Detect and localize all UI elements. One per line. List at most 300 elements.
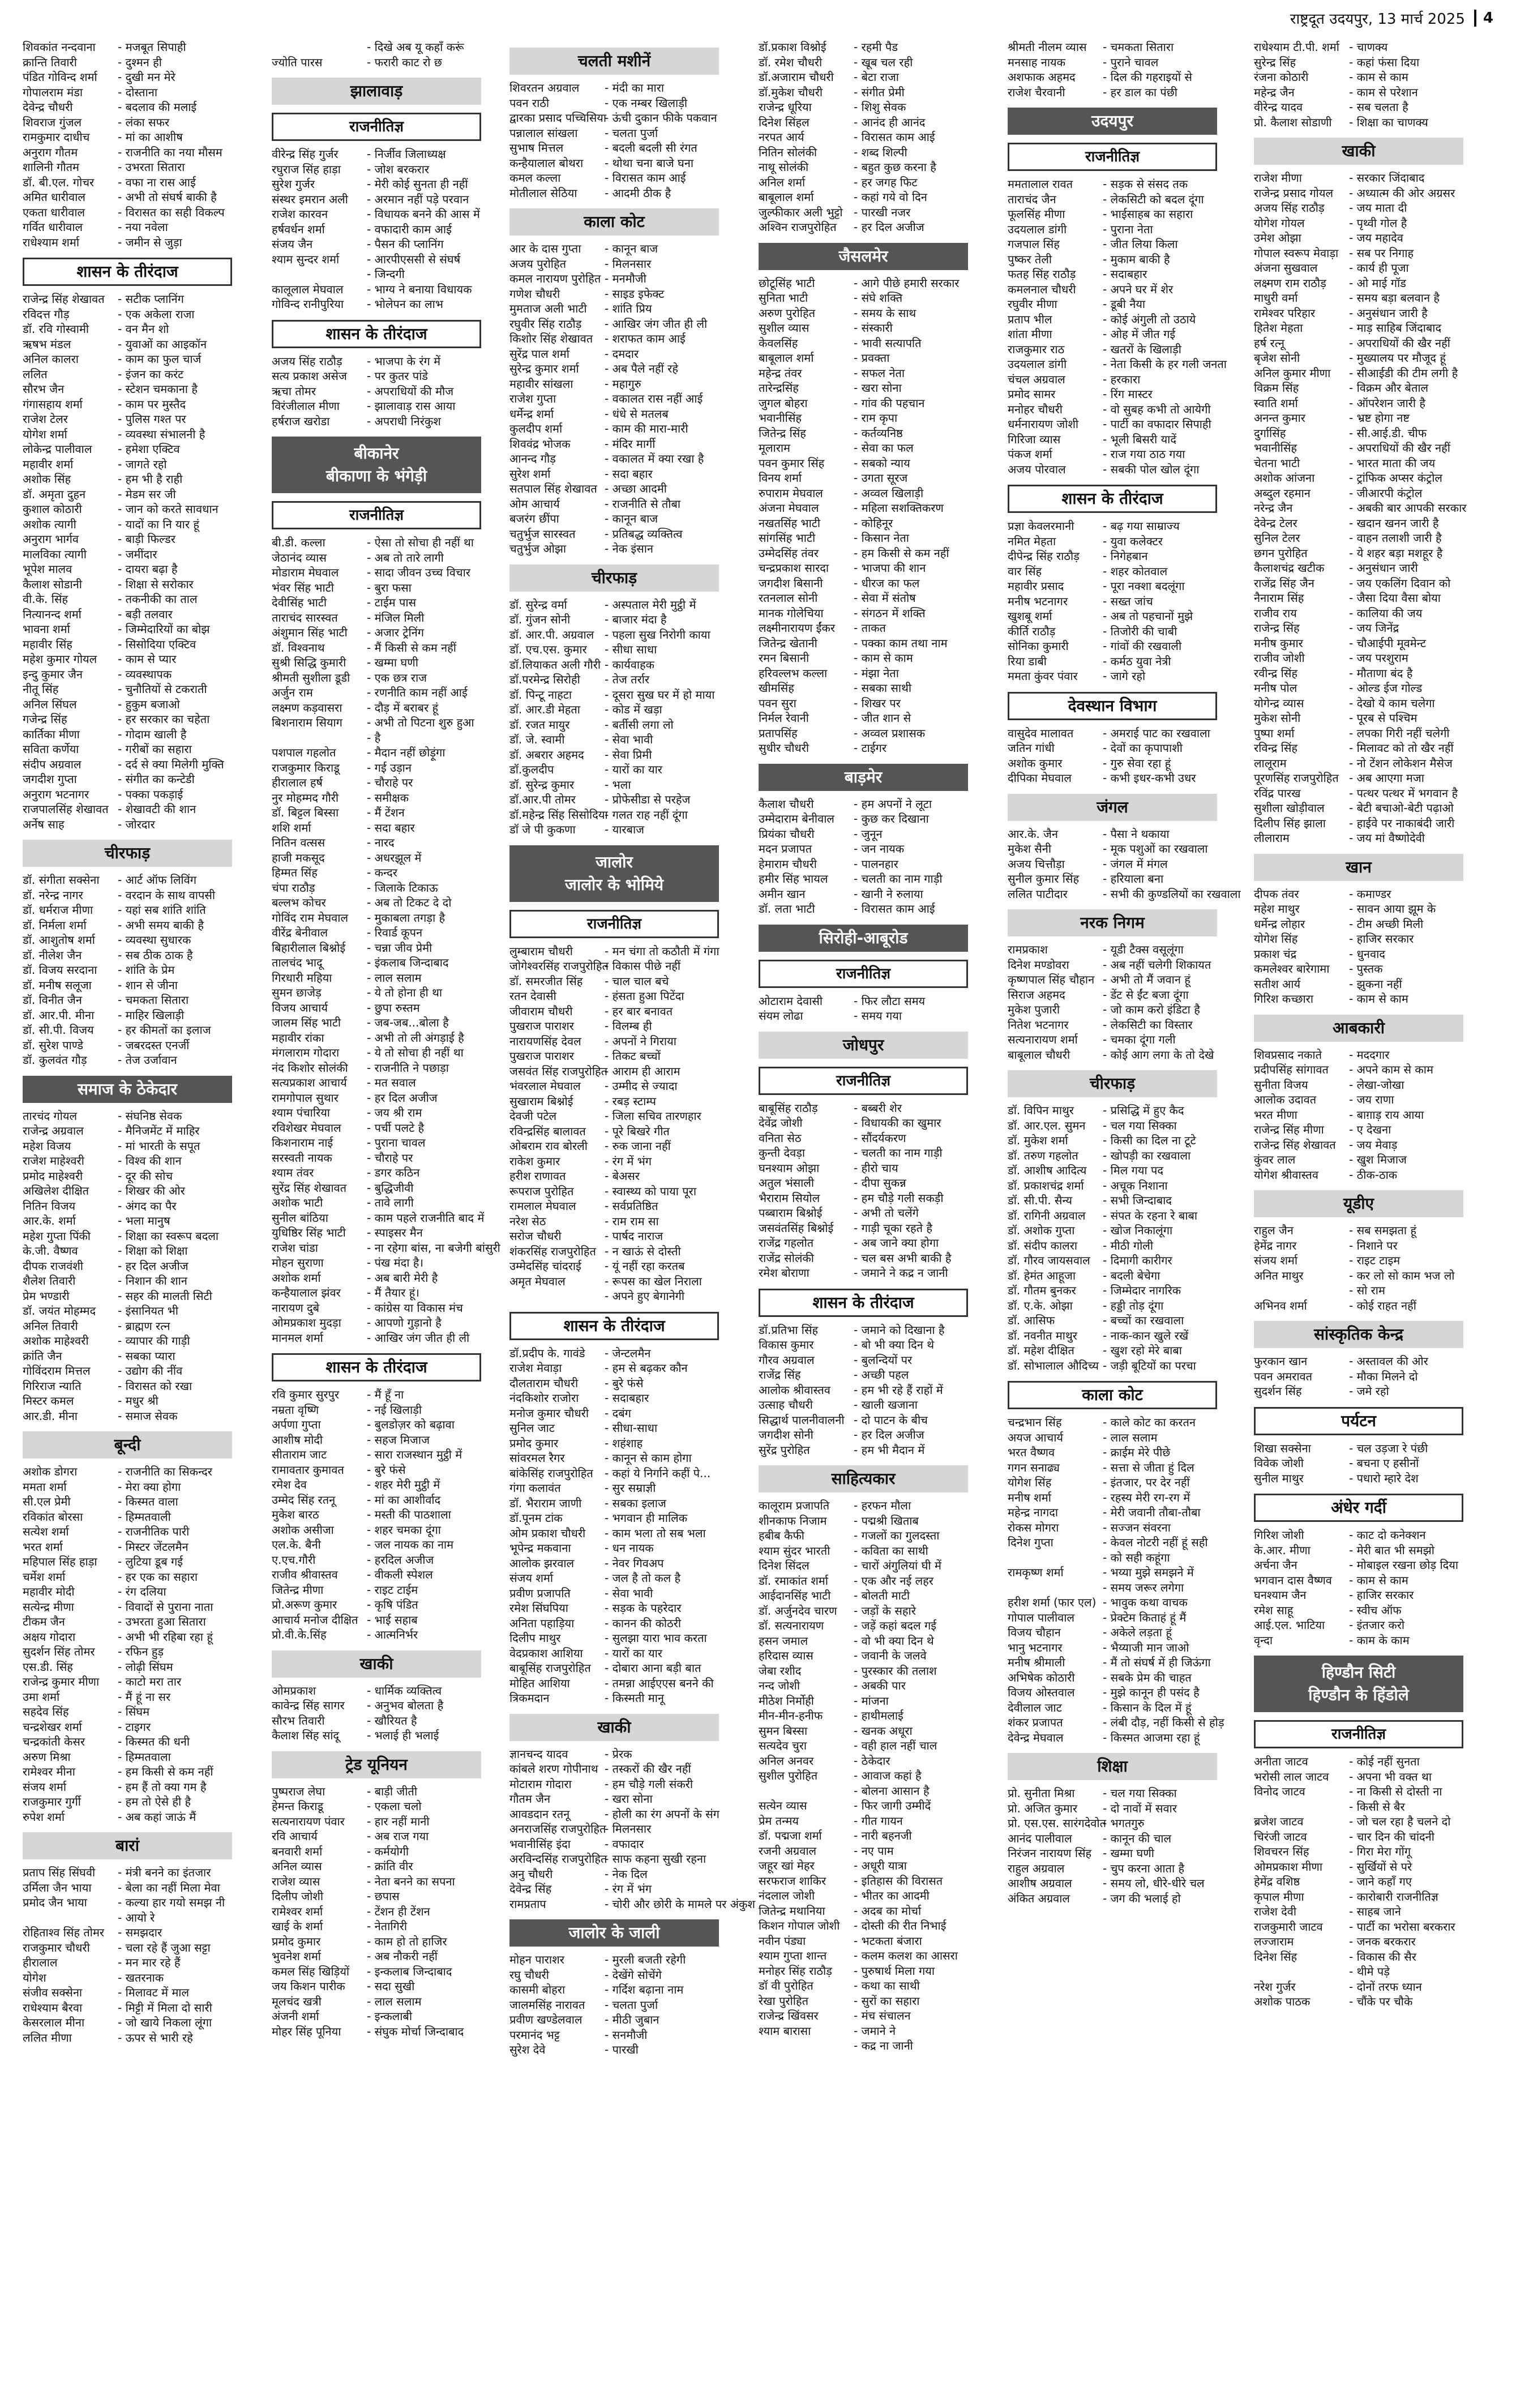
section-heading: राजनीतिज्ञ	[509, 910, 719, 938]
entry-row	[23, 547, 232, 562]
entry-name: ललित पाटीदार	[1008, 887, 1068, 901]
entry-row	[759, 726, 968, 741]
entry-name: आईदानसिंह भाटी	[759, 1589, 831, 1602]
entry-row	[509, 657, 719, 673]
entry-tagline: - सबका साथी	[854, 681, 912, 695]
entry-row	[759, 1633, 968, 1649]
entry-row	[509, 497, 719, 512]
entry-tagline: - जागे रहो	[1103, 669, 1146, 683]
section-heading: बीकानेर बीकाणा के भंगेड़ी	[272, 437, 481, 493]
entry-name: नितिन वत्सस	[272, 836, 326, 849]
entry-tagline: - वही हाल नहीं चाल	[854, 1739, 937, 1752]
entry-name: भगवान दास वैष्णव	[1254, 1573, 1332, 1587]
entry-row	[759, 1708, 968, 1723]
entry-row	[1008, 1328, 1217, 1344]
entry-name: मुमताज अली भाटी	[509, 302, 587, 315]
entry-name: विजय चौहान	[1008, 1626, 1061, 1639]
entry-tagline: - यूडी टैक्स वसूलूंगा	[1103, 943, 1184, 956]
section-heading: राजनीतिज्ञ	[272, 501, 481, 529]
entry-tagline: - सबके प्रेम की चाहत	[1103, 1670, 1192, 1684]
entry-tagline: - नया नवेला	[118, 220, 168, 234]
entry-name: डॉ. आशुतोष शर्मा	[23, 933, 95, 947]
entry-name: मूलचंद खत्री	[272, 1994, 322, 2008]
entry-name: नाथू सोलंकी	[759, 160, 809, 174]
page-number: 4	[1474, 10, 1493, 27]
entry-name: डॉ. अर्जुनदेव चारण	[759, 1603, 837, 1618]
entry-name: अशोक आंजना	[1254, 471, 1315, 485]
entry-tagline: - मन मार रहे हैं	[118, 1956, 181, 1969]
entry-row	[509, 96, 719, 111]
entry-row	[759, 1663, 968, 1679]
entry-name: अनिल सिंघल	[23, 697, 77, 711]
entry-tagline: - कार्य ही पूजा	[1349, 261, 1409, 275]
entry-row	[1254, 591, 1463, 606]
entry-row	[1254, 1384, 1463, 1399]
entry-name: सुधीर चौधरी	[759, 741, 810, 755]
entry-name: घनश्याम ओझा	[759, 1161, 820, 1175]
entry-tagline: - जीआरपी कंट्रोल	[1349, 486, 1423, 500]
entry-row	[23, 517, 232, 532]
entry-row	[509, 2012, 719, 2028]
entry-tagline: - तमन्ना आईएएस बनने की	[605, 1676, 714, 1690]
entry-tagline: - खम्मा घणी	[367, 656, 418, 669]
entry-name: भूपेन्द्र मकवाना	[509, 1541, 571, 1555]
entry-tagline: - तस्करों की खैर नहीं	[605, 1762, 691, 1776]
entry-row	[272, 1387, 481, 1402]
entry-row	[1008, 342, 1217, 357]
entry-row	[23, 1780, 232, 1795]
entry-name: राजेन्द्र प्रसाद गोयल	[1254, 186, 1334, 200]
entry-row	[1254, 931, 1463, 947]
entry-row	[23, 2015, 232, 2030]
entry-tagline: - सदा बहार	[367, 820, 415, 835]
entry-row	[23, 1109, 232, 1124]
entry-tagline: - बुरे फंसे	[605, 1376, 644, 1390]
entry-row	[1254, 1253, 1463, 1268]
entry-name: रामेश्वर परिहार	[1254, 306, 1316, 320]
entry-name: देवेन्द्र चौधरी	[23, 100, 73, 114]
entry-name: भवानीसिंह इंदा	[509, 1837, 571, 1851]
entry-name: बजरंग छींपा	[509, 512, 559, 525]
entry-row	[23, 1213, 232, 1229]
entry-row	[509, 1837, 719, 1852]
entry-tagline: - भूली बिसरी यादें	[1103, 432, 1176, 446]
entry-name: भूपेश मालव	[23, 562, 72, 576]
entry-row	[23, 1569, 232, 1585]
entry-name: हरिदास व्यास	[759, 1649, 813, 1662]
entry-name: मोडाराम मेघवाल	[272, 566, 339, 579]
entry-tagline: - सुर सम्राज्ञी	[605, 1481, 656, 1495]
entry-name: अनिल कालरा	[23, 352, 79, 366]
entry-tagline: - शिशु सेवक	[854, 100, 906, 114]
entry-name: सत्येन्द्र मीणा	[23, 1599, 74, 1614]
entry-name: प्रो. कैलाश सोडाणी	[1254, 115, 1332, 129]
entry-tagline: - किस्मती मानू	[605, 1691, 665, 1705]
entry-name: कैलाश सिंह सांदू	[272, 1729, 340, 1742]
entry-row	[272, 880, 481, 896]
entry-row	[1008, 579, 1217, 594]
column-3	[509, 40, 755, 2391]
entry-row	[23, 993, 232, 1008]
entry-row	[272, 580, 481, 596]
entry-tagline: - बढ़ गया साम्राज्य	[1103, 519, 1180, 533]
entry-name: अनराजसिंह राजपुरोहित	[509, 1822, 606, 1836]
entry-name: मुकेश बारठ	[272, 1508, 319, 1521]
entry-tagline: - अब आएगा मजा	[1349, 771, 1424, 785]
entry-row	[1254, 350, 1463, 366]
entry-name: अंजना सुखवाल	[1254, 261, 1318, 275]
entry-row	[23, 1895, 232, 1910]
entry-name: उर्मिला जैन भाया	[23, 1880, 92, 1894]
entry-tagline: - इन्कलाबी	[367, 2009, 413, 2023]
entry-row	[272, 940, 481, 956]
entry-tagline: - केवल नोटरी नहीं हूं सही	[1103, 1536, 1208, 1549]
entry-row	[23, 292, 232, 307]
entry-name: रामकृष्ण शर्मा	[1008, 1566, 1064, 1579]
entry-row	[23, 948, 232, 963]
entry-row	[1254, 1092, 1463, 1107]
entry-tagline: - संगीत का कन्टेडी	[118, 772, 195, 786]
section-heading: जालोर जालोर के भोमिये	[509, 845, 719, 902]
entry-row	[509, 1376, 719, 1391]
entry-row	[509, 1199, 719, 1214]
entry-row	[1008, 1861, 1217, 1876]
entry-tagline: - बेटा राजा	[854, 70, 899, 84]
entry-name: पब्बाराम बिश्नोई	[759, 1206, 823, 1220]
entry-tagline: - कानून बाज	[605, 242, 658, 255]
entry-name: जालमसिंह नारावत	[509, 1998, 585, 2012]
entry-tagline: - अपना भी वक्त था	[1349, 1769, 1432, 1783]
entry-tagline: - कालिया की जय	[1349, 606, 1423, 620]
section-heading: देवस्थान विभाग	[1008, 692, 1217, 720]
entry-tagline: - आत्मनिर्भर	[367, 1628, 418, 1641]
entry-row	[759, 1573, 968, 1589]
entry-name: हबीब कैफी	[759, 1529, 804, 1542]
entry-tagline: - गोदाम खाली है	[118, 727, 187, 741]
entry-tagline: - लेकसिटी को बदल दूंगा	[1103, 192, 1204, 206]
entry-row	[1254, 977, 1463, 992]
entry-row	[1254, 1633, 1463, 1648]
entry-tagline: - लंका सफर	[118, 115, 170, 129]
entry-name: नारायणसिंह देवल	[509, 1034, 581, 1048]
entry-row	[759, 887, 968, 902]
entry-row	[509, 989, 719, 1004]
entry-name: योगेश गोयल	[1254, 216, 1305, 230]
entry-name: मनोहर चौधरी	[1008, 402, 1063, 416]
entry-row	[23, 872, 232, 888]
entry-tagline: - हर दिल अजीज	[118, 1259, 189, 1273]
entry-name: सिराज अहमद	[1008, 987, 1065, 1002]
entry-name: अर्जुन राम	[272, 686, 313, 699]
entry-tagline: - पारखी	[605, 2043, 639, 2056]
entry-row	[272, 1799, 481, 1814]
entry-name: अनिल तिवारी	[23, 1319, 78, 1333]
entry-tagline: - नो टेंशन लोकेशन मैसेज	[1349, 756, 1453, 770]
entry-row	[759, 501, 968, 516]
entry-name: रोकस मोगरा	[1008, 1520, 1059, 1534]
entry-name: राजेंद्र गहलोत	[759, 1236, 814, 1250]
entry-name: संदीप अग्रवाल	[23, 757, 82, 771]
entry-row	[1254, 831, 1463, 846]
entry-tagline: - अंगद का पैर	[118, 1199, 177, 1213]
entry-row	[1254, 1223, 1463, 1238]
entry-tagline: - एक अकेला राजा	[118, 307, 195, 321]
entry-name: राजकुमारी जाटव	[1254, 1919, 1323, 1934]
entry-name: आनन्द गौड़	[509, 452, 556, 465]
entry-name: शिखा सक्सेना	[1254, 1441, 1311, 1455]
entry-tagline: - लंबी दौड़, नहीं किसी से होड़	[1103, 1716, 1224, 1729]
entry-row	[272, 40, 481, 55]
entry-row	[23, 637, 232, 652]
entry-name: जीवाराम चौधरी	[509, 1004, 573, 1018]
entry-row	[509, 717, 719, 733]
entry-row	[1008, 1595, 1217, 1610]
entry-tagline: - पालनहार	[854, 857, 898, 871]
entry-tagline: - हम भी है राही	[118, 472, 183, 486]
entry-row	[759, 1397, 968, 1413]
entry-name: राजपालसिंह शेखावत	[23, 802, 109, 816]
entry-tagline: - खुश मिजाज	[1349, 1153, 1407, 1166]
entry-name: शिवप्रसाद नकाते	[1254, 1047, 1322, 1062]
entry-tagline: - चलता पुर्जा	[605, 1998, 658, 2012]
entry-name: वीरेन्द्र यादव	[1254, 100, 1303, 114]
entry-tagline: - जनक बरकरार	[1349, 1935, 1416, 1948]
entry-row	[1254, 1107, 1463, 1123]
entry-row	[23, 160, 232, 175]
entry-tagline: - राजनीतिक पारी	[118, 1525, 190, 1538]
entry-tagline: - भला मानुष	[118, 1214, 170, 1227]
entry-tagline: - किसी से बैर	[1349, 1799, 1405, 1814]
entry-row	[23, 1494, 232, 1509]
entry-row	[1254, 1994, 1463, 2009]
entry-row	[509, 1274, 719, 1289]
entry-row	[509, 1229, 719, 1244]
entry-tagline: - लेकसिटी का विस्तार	[1103, 1017, 1193, 1032]
entry-row	[509, 702, 719, 717]
entry-name: अनन्त कुमार	[1254, 411, 1305, 425]
entry-row	[759, 516, 968, 531]
entry-row	[1254, 440, 1463, 456]
entry-row	[272, 147, 481, 162]
section-heading: खाकी	[272, 1650, 481, 1678]
entry-row	[23, 1629, 232, 1645]
entry-name: गिरिश जोशी	[1254, 1528, 1304, 1542]
entry-row	[23, 772, 232, 787]
entry-row	[23, 70, 232, 85]
entry-row	[23, 1925, 232, 1940]
entry-tagline: - लोढ़ी सिंघम	[118, 1659, 173, 1674]
entry-tagline: - अपराधी निरंकुश	[367, 414, 441, 428]
entry-row	[759, 440, 968, 456]
entry-name: संजय शर्मा	[509, 1571, 554, 1585]
entry-name: जुल्फीकार अली भुट्टो	[759, 205, 843, 219]
entry-name: वीरेंद्र बेनीवाल	[272, 926, 328, 939]
entry-name: लुम्बाराम चौधरी	[509, 944, 573, 958]
entry-row	[1254, 1062, 1463, 1077]
entry-name: सुखाराम बिश्नोई	[509, 1094, 573, 1108]
entry-tagline: - कहां गये वो दिन	[854, 190, 927, 204]
entry-tagline: - जिम्मेदारियों का बोझ	[118, 622, 210, 636]
entry-tagline: - खतरनाक	[118, 1970, 164, 1984]
entry-name: राधेश्याम टी.पी. शर्मा	[1254, 40, 1339, 54]
entry-row	[1008, 827, 1217, 842]
entry-name: छगन पुरोहित	[1254, 546, 1308, 560]
entry-row	[23, 1393, 232, 1409]
entry-tagline: - खम्मा घणी	[1103, 1846, 1154, 1860]
entry-name: राजेन्द्र खिंवसर	[759, 2009, 819, 2022]
entry-name: अनिल व्यास	[272, 1859, 322, 1873]
entry-row	[1008, 1445, 1217, 1460]
entry-row	[23, 442, 232, 457]
entry-row	[509, 1244, 719, 1259]
entry-name: अनिल अनवर	[759, 1753, 814, 1768]
entry-name: नखतसिंह भाटी	[759, 516, 821, 530]
entry-name: शिववंद्र भोजक	[509, 437, 571, 451]
entry-row	[1008, 237, 1217, 252]
entry-tagline: - पुलिस गश्त पर	[118, 412, 186, 426]
entry-tagline: - हर दिल अजीज	[854, 1428, 924, 1442]
entry-row	[759, 85, 968, 100]
entry-tagline: - सहज मिजाज	[367, 1432, 430, 1447]
entry-name: देवेंद्र जोशी	[759, 1116, 803, 1130]
entry-name: आशीष अग्रवाल	[1008, 1876, 1072, 1890]
entry-tagline: - हम अपनों ने लूटा	[854, 797, 932, 811]
entry-tagline: - नेक इंसान	[605, 542, 654, 555]
entry-row	[272, 610, 481, 626]
entry-name: शिवचरन सिंह	[1254, 1845, 1309, 1858]
entry-row	[509, 1451, 719, 1466]
entry-row	[759, 827, 968, 842]
entry-row	[1254, 666, 1463, 681]
entry-name: बल्लभ कोचर	[272, 896, 326, 909]
entry-tagline: - संगठन में शक्ति	[854, 606, 926, 620]
entry-name: महावीर प्रसाद	[1008, 579, 1064, 593]
entry-name: डॉ. रागिनी अग्रवाल	[1008, 1208, 1086, 1222]
entry-tagline: - इंसानियत भी	[118, 1304, 178, 1318]
entry-name: प्रताप भील	[1008, 312, 1052, 326]
entry-row	[272, 1507, 481, 1522]
entry-tagline: - चारों अंगुलियां घी में	[854, 1559, 941, 1572]
entry-name: बांकेसिंह राजपुरोहित	[509, 1466, 593, 1480]
entry-row	[1008, 372, 1217, 387]
section-heading: राजनीतिज्ञ	[272, 113, 481, 141]
entry-row	[509, 1466, 719, 1481]
entry-row	[23, 1524, 232, 1539]
entry-name: श्याम तंवर	[272, 1166, 314, 1179]
entry-name: सत्यप्रकाश आचार्य	[272, 1076, 347, 1089]
entry-name: राधेश्याम बैरवा	[23, 2000, 83, 2014]
entry-tagline: - छपास	[367, 1889, 400, 1903]
entry-name: कुंवर लाल	[1254, 1153, 1296, 1166]
entry-name: आलोक उदावत	[1254, 1093, 1317, 1106]
entry-row	[509, 1821, 719, 1837]
entry-row	[1254, 230, 1463, 246]
entry-name: पुखराज पाराशर	[509, 1049, 574, 1063]
entry-row	[509, 627, 719, 643]
entry-tagline: - सो राम	[1349, 1284, 1385, 1297]
entry-name: पन्नालाल सांखला	[509, 126, 578, 140]
entry-name: मनीष शर्मा	[1008, 1490, 1051, 1504]
entry-tagline: - अव्वल प्रशासक	[854, 726, 926, 740]
entry-name: भैराराम सियोल	[759, 1191, 820, 1205]
section-heading: ट्रेड यूनियन	[272, 1751, 481, 1778]
entry-row	[272, 1015, 481, 1030]
entry-tagline: - चौआईपी मूवमेन्ट	[1349, 636, 1427, 650]
entry-name: डॉ. जे. स्वामी	[509, 733, 565, 746]
entry-name: डॉ जे पी कुकणा	[509, 823, 576, 836]
entry-tagline: - अस्पताल मेरी मुट्ठी में	[605, 597, 696, 611]
entry-name: राजेन्द्र धूरिया	[759, 100, 812, 114]
entry-tagline: - जाने कहाँ गए	[1349, 1875, 1412, 1888]
section-heading: साहित्यकार	[759, 1465, 968, 1492]
entry-name: उम्मेदसिंह चांदराई	[509, 1259, 581, 1273]
entry-tagline: - दौड़ में बराबर हूं	[367, 700, 439, 715]
entry-row	[1008, 70, 1217, 85]
entry-row	[509, 1691, 719, 1706]
entry-name: अजय सिंह राठौड़	[272, 354, 342, 368]
entry-row	[759, 1828, 968, 1844]
entry-tagline: - माड़ साहिब जिंदाबाद	[1349, 321, 1442, 335]
entry-name: देवजी पटेल	[509, 1109, 557, 1123]
entry-tagline: - उभरता सितारा	[118, 160, 185, 174]
entry-row	[23, 1409, 232, 1424]
entry-row	[1254, 901, 1463, 917]
entry-name: अनुराग भटनागर	[23, 787, 89, 801]
entry-tagline: - बोलती माटी	[854, 1589, 910, 1602]
entry-tagline: - समय बड़ा बलवान है	[1349, 291, 1440, 305]
entry-name: धर्मेन्द्र लोहार	[1254, 917, 1305, 931]
entry-name: देवीसिंह भाटी	[272, 596, 327, 609]
entry-tagline: - बर्तीसी लगा लो	[605, 717, 674, 732]
entry-name: सुनीता विजय	[1254, 1077, 1308, 1092]
entry-row	[759, 366, 968, 381]
entry-tagline: - जब-जब...बोला है	[367, 1016, 449, 1029]
entry-row	[272, 835, 481, 850]
entry-tagline: - मिस्टर जेंटलमैन	[118, 1539, 189, 1554]
entry-tagline: - मैं तो संघर्ष में ही जिऊंगा	[1103, 1656, 1211, 1669]
entry-tagline: - साइड इफेक्ट	[605, 286, 665, 301]
entry-tagline: - राइट टाइम	[1349, 1254, 1401, 1267]
entry-row	[759, 160, 968, 175]
entry-name: राजेन्द्र सिंह शेखावत	[23, 292, 105, 306]
entry-tagline: - पुराना नेता	[1103, 222, 1153, 236]
entry-row	[1008, 357, 1227, 372]
entry-name: दिनेश गुप्ता	[1008, 1536, 1054, 1549]
entry-name: जगदीश सोनी	[759, 1428, 813, 1442]
entry-name: डॉ. रजत मायुर	[509, 717, 570, 732]
entry-name: मालविका त्यागी	[23, 547, 87, 561]
entry-name: अनु चौधरी	[509, 1867, 553, 1881]
entry-tagline: - टेंशन ही टेंशन	[367, 1904, 430, 1918]
entry-row	[759, 1994, 968, 2009]
entry-row	[509, 391, 719, 407]
entry-row	[23, 918, 232, 933]
entry-name: कैलाश सोडानी	[23, 577, 82, 591]
entry-tagline: - खानी ने रुलाया	[854, 887, 923, 901]
entry-tagline: - कहां ये निर्गाने कहीं पे...	[605, 1466, 711, 1480]
entry-tagline: - वकालत रास नहीं आई	[605, 392, 703, 405]
page-header-text: राष्ट्रदूत उदयपुर, 13 मार्च 2025	[1290, 11, 1465, 28]
entry-tagline: - बाजार मंदा है	[605, 613, 667, 626]
entry-tagline: - बदली बदली सी रंगत	[605, 141, 697, 155]
entry-tagline: - पूरा नक्शा बदलूंगा	[1103, 579, 1185, 593]
entry-tagline: - इतिहास की विरासत	[854, 1874, 943, 1888]
entry-row	[759, 2038, 968, 2054]
entry-tagline: - तकनीकी का ताल	[118, 592, 198, 606]
entry-tagline: - मीठी गोली	[1103, 1238, 1154, 1252]
entry-row	[23, 472, 232, 487]
entry-row	[509, 1571, 719, 1586]
